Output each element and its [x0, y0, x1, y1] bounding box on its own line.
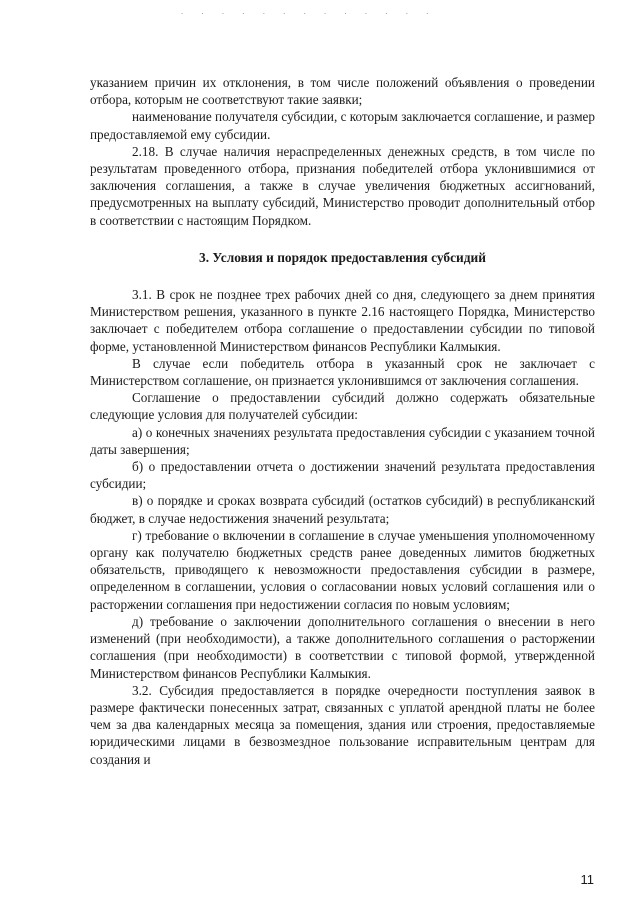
- paragraph-recipient-name: наименование получателя субсидии, с которым заключается соглашение, и размер предоставляемой ему субсидии.: [90, 109, 595, 142]
- paragraph-3-2: 3.2. Субсидия предоставляется в порядке очередности поступления заявок в размере фактически понесенных затрат, связанных с уплатой арендной платы не более чем за два календарных месяца за помещения, здания или строения, предоставляемые юридическими лицами в безвозмездное пользование исправительным центрам для создания и: [90, 682, 595, 767]
- paragraph-evasion: В случае если победитель отбора в указанный срок не заключает с Министерством соглашение, он признается уклонившимся от заключения соглашения.: [90, 355, 595, 389]
- paragraph-agreement-conditions: Соглашение о предоставлении субсидий должно содержать обязательные следующие условия для получателей субсидии:: [90, 390, 595, 423]
- paragraph-3-1: 3.1. В срок не позднее трех рабочих дней со дня, следующего за днем принятия Министерством решения, указанного в пункте 2.16 настоящего Порядка, Министерство заключает с победителем отбора соглашение о предоставлении субсидии по типовой форме, установленной Министерством финансов Республики Калмыкия.: [90, 287, 595, 354]
- paragraph-2-18: 2.18. В случае наличия нераспределенных денежных средств, в том числе по результатам проведенного отбора, признания победителей отбора уклонившимися от заключения соглашения, а также в случае увеличения бюджетных ассигнований, предусмотренных на выплату субсидий, Министерство проводит дополнительный отбор в соответствии с настоящим Порядком.: [90, 143, 595, 228]
- list-item-d: д) требование о заключении дополнительного соглашения о внесении в него изменений (при необходимости), а также дополнительного соглашения о расторжении соглашения (при необходимости) в соответствии с типовой формой, утвержденной Министерством финансов Республики Калмыкия.: [90, 613, 595, 681]
- paragraph-continuation: указанием причин их отклонения, в том числе положений объявления о проведении отбора, которым не соответствуют такие заявки;: [90, 75, 595, 108]
- page-number: 11: [580, 872, 594, 887]
- list-item-g: г) требование о включении в соглашение в случае уменьшения уполномоченному органу как получателю бюджетных средств ранее доведенных лимитов бюджетных обязательств, приводящего к невозможности предоставления субсидии в размере, определенном в соглашении, условия о согласовании новых условий соглашения или о расторжении соглашения при недостижении согласия по новым условиям;: [90, 527, 595, 612]
- list-item-v: в) о порядке и сроках возврата субсидий (остатков субсидий) в республиканский бюджет, в случае недостижения значений результата;: [90, 493, 595, 526]
- document-body: [90, 74, 595, 768]
- list-item-b: б) о предоставлении отчета о достижении значений результата предоставления субсидии;: [90, 459, 595, 492]
- header-marks: . . . . . . . . . . . . .: [180, 8, 436, 14]
- list-item-a: а) о конечных значениях результата предоставления субсидии с указанием точной даты завершения;: [90, 424, 595, 457]
- section-title: 3. Условия и порядок предоставления субсидий: [199, 249, 486, 265]
